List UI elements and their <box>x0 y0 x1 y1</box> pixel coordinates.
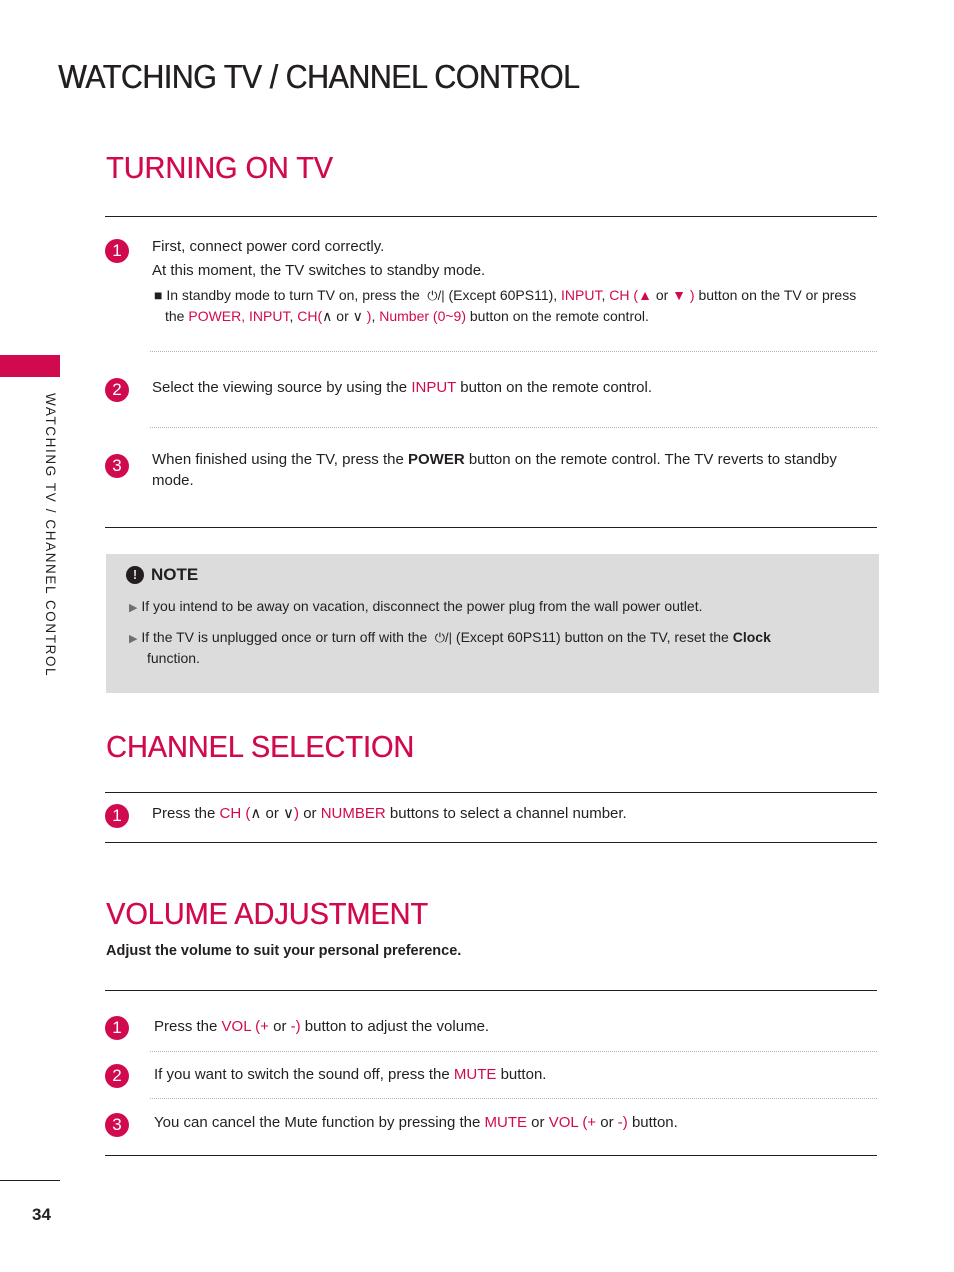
footer-rule <box>0 1180 60 1181</box>
dotted-divider <box>150 1098 877 1099</box>
step-text: At this moment, the TV switches to standby mode. <box>152 262 486 279</box>
step-text-part: You can cancel the Mute function by pressing the <box>154 1114 481 1131</box>
step-text <box>154 1112 678 1133</box>
step-text <box>152 449 837 470</box>
close-paren: ) <box>294 805 300 822</box>
step-text-part: button on the remote control. <box>460 379 653 396</box>
or-text: or <box>655 287 669 303</box>
step-text <box>152 377 652 398</box>
turning-on-tv-title: TURNING ON TV <box>106 150 333 185</box>
step-text-part: Press the <box>152 805 216 822</box>
chevron-up-icon: ∧ <box>250 805 262 822</box>
chevron-up-icon: ∧ <box>322 308 333 324</box>
note-text: (Except 60PS11) button on the TV, reset the <box>455 629 729 645</box>
note-text: function. <box>147 650 200 666</box>
or-text: or <box>303 805 317 822</box>
note-text: If you intend to be away on vacation, disconnect the power plug from the wall power outlet. <box>141 598 703 614</box>
input-key-label: INPUT <box>411 379 457 396</box>
instruction-text: button on the remote control. <box>469 308 649 324</box>
or-text: or <box>600 1114 614 1131</box>
page-number: 34 <box>32 1205 51 1224</box>
instruction-text: the <box>165 308 185 324</box>
side-section-label: WATCHING TV / CHANNEL CONTROL <box>43 393 58 678</box>
standby-instruction: ■ In standby mode to turn TV on, press the ⏻/| (Except 60PS11), INPUT, CH (▲ or ▼ ) button on the TV or press <box>154 285 856 306</box>
step-text <box>154 1016 489 1037</box>
step-text-part: button. <box>631 1114 678 1131</box>
close-paren: ) <box>366 308 372 324</box>
step-text <box>152 803 627 824</box>
arrow-right-icon: ▶ <box>129 633 138 645</box>
number-key-label: NUMBER <box>320 805 386 822</box>
step-number: 1 <box>105 1016 129 1040</box>
close-paren: ) <box>689 287 695 303</box>
step-number: 2 <box>105 378 129 402</box>
step-text: First, connect power cord correctly. <box>152 238 385 255</box>
section-divider <box>105 527 877 528</box>
or-text: or <box>336 308 349 324</box>
ch-key-label: CH ( <box>219 805 251 822</box>
or-text: or <box>265 805 279 822</box>
page-title: WATCHING TV / CHANNEL CONTROL <box>58 58 580 95</box>
step-text-part: Press the <box>154 1018 218 1035</box>
clock-key-label: Clock <box>732 629 771 645</box>
step-text-part: button on the remote control. The TV reverts to standby <box>468 451 837 468</box>
step-text-part: If you want to switch the sound off, press the <box>154 1066 450 1083</box>
arrow-right-icon: ▶ <box>129 602 138 614</box>
note-text: If the TV is unplugged once or turn off with the <box>141 629 428 645</box>
input-key-label: INPUT <box>561 287 602 303</box>
input-key-label: INPUT <box>249 308 290 324</box>
step-number: 3 <box>105 454 129 478</box>
power-key-label: POWER <box>188 308 242 324</box>
section-divider <box>105 216 877 217</box>
triangle-down-icon: ▼ <box>672 287 687 303</box>
vol-minus-key-label: -) <box>617 1114 628 1131</box>
vol-minus-key-label: -) <box>290 1018 301 1035</box>
side-tab-marker <box>0 355 60 377</box>
power-key-label: POWER <box>408 451 465 468</box>
step-text-part: button. <box>500 1066 547 1083</box>
mute-key-label: MUTE <box>453 1066 497 1083</box>
step-number: 3 <box>105 1113 129 1137</box>
step-text-part: When finished using the TV, press the <box>152 451 404 468</box>
chevron-down-icon: ∨ <box>352 308 363 324</box>
volume-adjustment-title: VOLUME ADJUSTMENT <box>106 896 428 931</box>
triangle-up-icon: ▲ <box>638 287 652 303</box>
step-number: 1 <box>105 804 129 828</box>
or-text: or <box>273 1018 287 1035</box>
channel-selection-title: CHANNEL SELECTION <box>106 729 415 764</box>
instruction-text: (Except 60PS11), <box>448 287 558 303</box>
ch-key-label: CH( <box>297 308 323 324</box>
dotted-divider <box>150 351 877 352</box>
step-number: 1 <box>105 239 129 263</box>
chevron-down-icon: ∨ <box>283 805 295 822</box>
note-heading: NOTE <box>151 565 199 584</box>
step-text-part: button to adjust the volume. <box>304 1018 490 1035</box>
note-box <box>106 554 879 693</box>
volume-intro: Adjust the volume to suit your personal preference. <box>106 943 462 959</box>
section-divider <box>105 990 877 991</box>
vol-plus-key-label: VOL (+ <box>221 1018 269 1035</box>
section-divider <box>105 792 877 793</box>
note-item <box>129 596 702 618</box>
dotted-divider <box>150 427 877 428</box>
number-key-label: Number (0~9) <box>379 308 466 324</box>
section-divider <box>105 842 877 843</box>
power-standby-icon: ⏻/| <box>431 630 453 645</box>
instruction-text: button on the TV or press <box>698 287 857 303</box>
power-standby-icon: ⏻/| <box>423 288 445 303</box>
step-text-part: Select the viewing source by using the <box>152 379 408 396</box>
step-number: 2 <box>105 1064 129 1088</box>
ch-key-label: CH ( <box>609 287 639 303</box>
step-text <box>154 1064 546 1085</box>
step-text-part: buttons to select a channel number. <box>389 805 627 822</box>
vol-plus-key-label: VOL (+ <box>548 1114 597 1131</box>
section-divider <box>105 1155 877 1156</box>
mute-key-label: MUTE <box>484 1114 527 1131</box>
dotted-divider <box>150 1051 877 1052</box>
or-text: or <box>531 1114 545 1131</box>
instruction-text: ■ In standby mode to turn TV on, press the <box>154 287 420 303</box>
standby-instruction-cont: the POWER, INPUT, CH(∧ or ∨ ), Number (0~9) button on the remote control. <box>165 308 649 324</box>
note-item <box>129 627 771 649</box>
alert-icon: ! <box>126 566 144 584</box>
step-text: mode. <box>152 472 194 489</box>
